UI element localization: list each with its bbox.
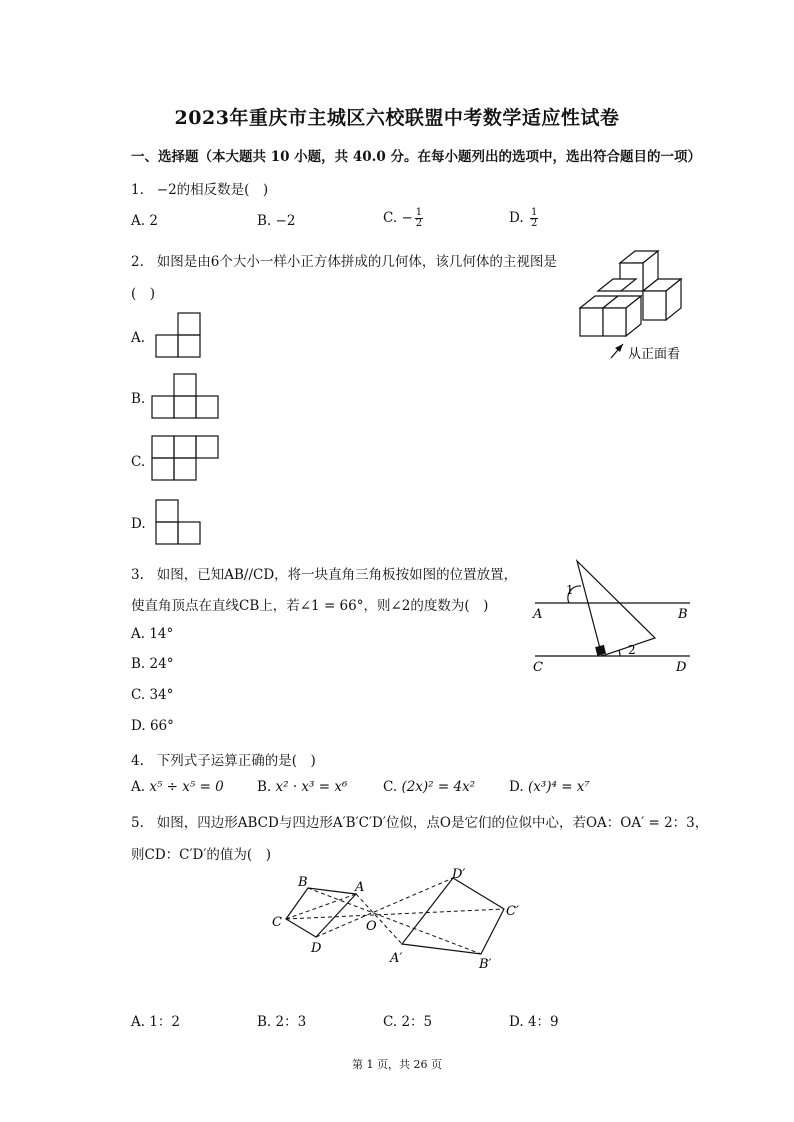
q4-option-d[interactable]: D. (x³)⁴ = x⁷	[509, 779, 590, 795]
question-1	[131, 178, 268, 198]
svg-text:1: 1	[566, 583, 574, 597]
q5-option-c[interactable]: C. 2：5	[383, 1014, 433, 1030]
q1-option-a[interactable]: A. 2	[131, 213, 158, 229]
question-number: 3.	[131, 567, 144, 583]
page-footer: 第 1 页，共 26 页	[352, 1058, 442, 1071]
q1-option-c[interactable]: C. − $\frac{1}{2}$	[383, 207, 423, 229]
q2-option-a-figure	[155, 312, 203, 360]
svg-text:C: C	[272, 915, 282, 930]
svg-text:2: 2	[628, 643, 636, 657]
q3-option-b[interactable]: B. 24°	[131, 656, 174, 672]
question-number: 2.	[131, 254, 144, 270]
svg-text:A′: A′	[390, 951, 403, 966]
fraction: $\frac{1}{2}$	[530, 207, 538, 229]
svg-text:A: A	[533, 607, 543, 622]
q2-option-d-figure	[155, 499, 203, 547]
q3-figure-triangle	[530, 558, 695, 673]
svg-text:B: B	[298, 875, 308, 890]
q5-option-a[interactable]: A. 1：2	[131, 1014, 181, 1030]
set-square	[577, 561, 655, 656]
question-5-line2: 则CD：C′D′的值为( )	[131, 847, 271, 863]
question-2	[131, 250, 557, 270]
svg-text:B′: B′	[479, 957, 492, 972]
quad-abcd	[286, 888, 356, 937]
q2-figure-cubes	[578, 248, 693, 368]
q2-option-c-figure	[151, 435, 221, 483]
section-heading: 一、选择题（本大题共 10 小题，共 40.0 分。在每小题列出的选项中，选出符合题目的一项）	[131, 149, 701, 165]
question-stem: 如图，四边形ABCD与四边形A′B′C′D′位似，点O是它们的位似中心，若OA：OA′ = 2：3，	[156, 815, 709, 831]
question-stem: −2的相反数是( )	[156, 182, 269, 198]
q5-option-d[interactable]: D. 4：9	[509, 1014, 559, 1030]
svg-text:C′: C′	[506, 904, 519, 919]
figure-caption: 从正面看	[628, 347, 681, 362]
question-5	[131, 811, 708, 831]
question-number: 1.	[131, 182, 144, 198]
q4-option-a[interactable]: A. x⁵ ÷ x⁵ = 0	[131, 779, 224, 795]
q2-option-d[interactable]: D.	[131, 516, 146, 532]
page-title: 2023年重庆市主城区六校联盟中考数学适应性试卷	[174, 107, 620, 129]
q2-option-a[interactable]: A.	[131, 330, 146, 346]
svg-text:D′: D′	[452, 867, 466, 882]
right-angle-mark	[595, 645, 606, 656]
q2-option-c[interactable]: C.	[131, 454, 146, 470]
question-stem: 下列式子运算正确的是( )	[156, 753, 316, 769]
svg-text:D: D	[311, 941, 322, 956]
q2-option-b[interactable]: B.	[131, 391, 146, 407]
svg-text:A: A	[355, 880, 365, 895]
question-3	[131, 563, 517, 583]
question-4	[131, 749, 316, 769]
svg-text:D: D	[676, 660, 687, 675]
question-number: 4.	[131, 753, 144, 769]
q5-option-b[interactable]: B. 2：3	[257, 1014, 307, 1030]
q3-option-c[interactable]: C. 34°	[131, 687, 174, 703]
q2-option-b-figure	[151, 373, 221, 421]
svg-text:O: O	[366, 919, 377, 934]
q4-option-b[interactable]: B. x² · x³ = x⁶	[257, 779, 348, 795]
q4-option-c[interactable]: C. (2x)² = 4x²	[383, 779, 476, 795]
svg-text:C: C	[533, 660, 543, 675]
question-stem: 如图，已知AB//CD，将一块直角三角板按如图的位置放置，	[156, 567, 518, 583]
q1-option-d[interactable]: D. $\frac{1}{2}$	[509, 207, 538, 229]
q1-option-b[interactable]: B. −2	[257, 213, 296, 229]
q5-figure-homothety	[268, 864, 538, 974]
q3-option-a[interactable]: A. 14°	[131, 626, 174, 642]
svg-text:B: B	[678, 607, 688, 622]
question-3-line2: 使直角顶点在直线CB上，若∠1 = 66°，则∠2的度数为( )	[131, 598, 489, 614]
quad-a2b2c2d2	[402, 878, 504, 954]
fraction: $\frac{1}{2}$	[415, 207, 423, 229]
question-2-line2: ( )	[131, 286, 156, 302]
question-number: 5.	[131, 815, 144, 831]
q3-option-d[interactable]: D. 66°	[131, 718, 174, 734]
question-stem: 如图是由6个大小一样小正方体拼成的几何体，该几何体的主视图是	[156, 254, 557, 270]
